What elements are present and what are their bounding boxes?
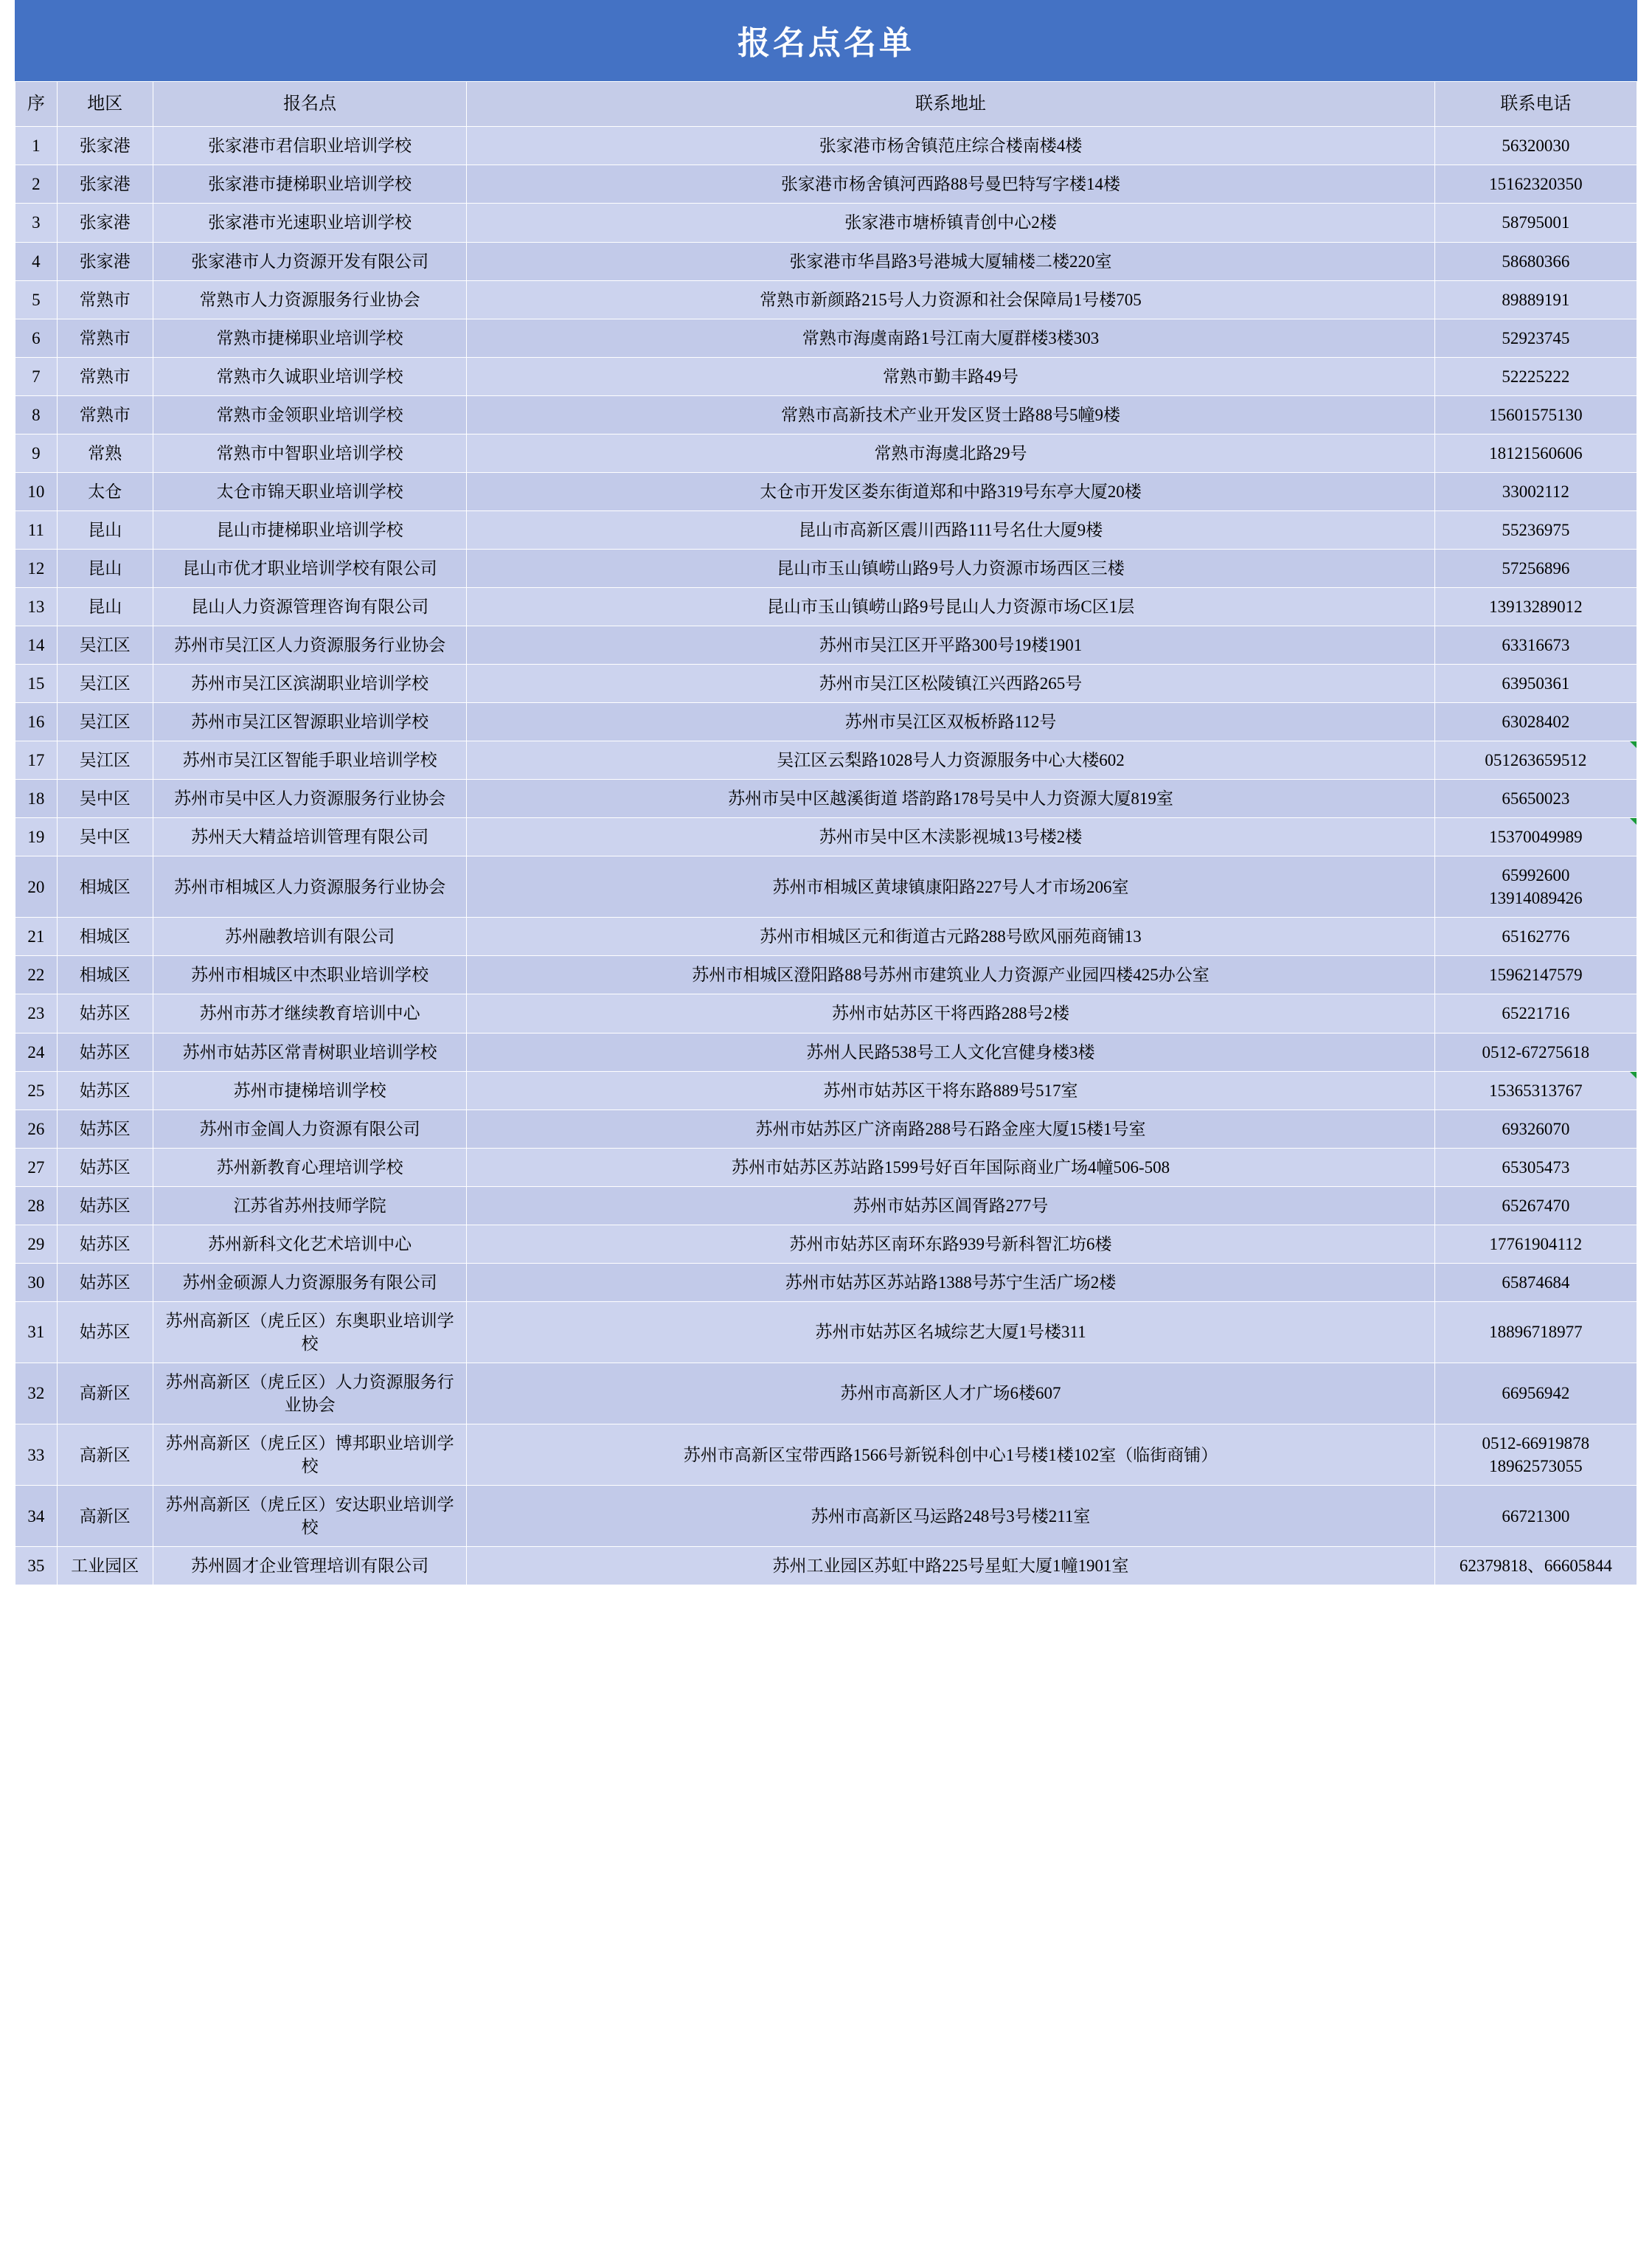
cell-site: 苏州融教培训有限公司	[153, 918, 467, 956]
table-row	[15, 510, 1637, 549]
table-row	[15, 856, 1637, 918]
cell-area: 姑苏区	[57, 1263, 153, 1301]
cell-seq: 32	[15, 1363, 58, 1424]
table-row	[15, 472, 1637, 510]
cell-address: 苏州市姑苏区阊胥路277号	[467, 1186, 1434, 1225]
cell-site: 常熟市中智职业培训学校	[153, 434, 467, 472]
cell-phone	[1434, 510, 1637, 549]
cell-seq: 12	[15, 549, 58, 587]
cell-area: 姑苏区	[57, 1301, 153, 1363]
phone-number: 13914089426	[1489, 889, 1583, 908]
cell-site: 苏州市吴江区滨湖职业培训学校	[153, 665, 467, 703]
phone-number: 58795001	[1502, 213, 1570, 232]
cell-phone	[1434, 918, 1637, 956]
cell-address: 苏州市吴中区越溪街道 塔韵路178号吴中人力资源大厦819室	[467, 780, 1434, 818]
table-row	[15, 1424, 1637, 1486]
cell-seq: 25	[15, 1071, 58, 1109]
column-header-seq: 序	[15, 82, 58, 127]
table-row	[15, 1148, 1637, 1186]
cell-area: 吴江区	[57, 741, 153, 780]
cell-area: 吴江区	[57, 665, 153, 703]
column-header-site: 报名点	[153, 82, 467, 127]
cell-address: 苏州市姑苏区干将西路288号2楼	[467, 994, 1434, 1033]
table-row	[15, 357, 1637, 395]
table-row	[15, 319, 1637, 357]
cell-address: 苏州人民路538号工人文化宫健身楼3楼	[467, 1033, 1434, 1071]
cell-area: 相城区	[57, 918, 153, 956]
cell-area: 张家港	[57, 242, 153, 280]
table-row	[15, 127, 1637, 165]
phone-number: 15365313767	[1489, 1081, 1583, 1100]
cell-site: 苏州新教育心理培训学校	[153, 1148, 467, 1186]
cell-seq: 23	[15, 994, 58, 1033]
phone-number: 69326070	[1502, 1119, 1570, 1138]
cell-phone	[1434, 856, 1637, 918]
cell-phone	[1434, 994, 1637, 1033]
cell-address: 苏州市姑苏区南环东路939号新科智汇坊6楼	[467, 1225, 1434, 1263]
phone-number: 18121560606	[1489, 443, 1583, 463]
table-row	[15, 780, 1637, 818]
cell-address: 苏州市吴江区松陵镇江兴西路265号	[467, 665, 1434, 703]
phone-number: 65992600	[1502, 866, 1570, 885]
cell-seq: 30	[15, 1263, 58, 1301]
cell-area: 昆山	[57, 549, 153, 587]
cell-phone	[1434, 472, 1637, 510]
phone-number: 65874684	[1502, 1273, 1570, 1292]
table-row	[15, 665, 1637, 703]
cell-seq: 16	[15, 703, 58, 741]
table-row	[15, 242, 1637, 280]
cell-phone	[1434, 1109, 1637, 1148]
cell-seq: 18	[15, 780, 58, 818]
cell-site: 苏州高新区（虎丘区）人力资源服务行业协会	[153, 1363, 467, 1424]
table-row	[15, 1547, 1637, 1585]
cell-seq: 3	[15, 204, 58, 242]
cell-address: 常熟市海虞南路1号江南大厦群楼3楼303	[467, 319, 1434, 357]
table-row	[15, 1263, 1637, 1301]
cell-phone	[1434, 587, 1637, 626]
cell-site: 苏州市相城区人力资源服务行业协会	[153, 856, 467, 918]
cell-seq: 22	[15, 956, 58, 994]
phone-number: 33002112	[1502, 482, 1569, 501]
cell-area: 常熟市	[57, 357, 153, 395]
cell-phone	[1434, 818, 1637, 856]
cell-phone	[1434, 165, 1637, 204]
cell-seq: 24	[15, 1033, 58, 1071]
cell-site: 苏州新科文化艺术培训中心	[153, 1225, 467, 1263]
cell-seq: 29	[15, 1225, 58, 1263]
cell-area: 常熟市	[57, 395, 153, 434]
cell-area: 张家港	[57, 204, 153, 242]
cell-area: 姑苏区	[57, 1186, 153, 1225]
cell-site: 苏州圆才企业管理培训有限公司	[153, 1547, 467, 1585]
phone-number: 65305473	[1502, 1157, 1570, 1177]
table-row	[15, 1033, 1637, 1071]
cell-phone	[1434, 1486, 1637, 1547]
cell-area: 高新区	[57, 1424, 153, 1486]
cell-phone	[1434, 1301, 1637, 1363]
phone-number: 66721300	[1502, 1506, 1570, 1526]
cell-area: 姑苏区	[57, 1109, 153, 1148]
table-row	[15, 703, 1637, 741]
phone-number: 63950361	[1502, 674, 1570, 693]
cell-area: 姑苏区	[57, 1225, 153, 1263]
cell-seq: 19	[15, 818, 58, 856]
phone-number: 63028402	[1502, 713, 1570, 732]
cell-seq: 21	[15, 918, 58, 956]
cell-site: 常熟市久诚职业培训学校	[153, 357, 467, 395]
cell-site: 苏州市金阊人力资源有限公司	[153, 1109, 467, 1148]
cell-site: 苏州高新区（虎丘区）东奥职业培训学校	[153, 1301, 467, 1363]
table-row	[15, 956, 1637, 994]
cell-phone	[1434, 1363, 1637, 1424]
table-row	[15, 587, 1637, 626]
cell-phone	[1434, 434, 1637, 472]
cell-address: 苏州市高新区马运路248号3号楼211室	[467, 1486, 1434, 1547]
cell-seq: 26	[15, 1109, 58, 1148]
registration-sites-table	[15, 81, 1637, 1585]
cell-address: 苏州工业园区苏虹中路225号星虹大厦1幢1901室	[467, 1547, 1434, 1585]
cell-seq: 7	[15, 357, 58, 395]
cell-phone	[1434, 1033, 1637, 1071]
cell-site: 张家港市捷梯职业培训学校	[153, 165, 467, 204]
cell-site: 张家港市君信职业培训学校	[153, 127, 467, 165]
cell-site: 太仓市锦天职业培训学校	[153, 472, 467, 510]
cell-area: 吴江区	[57, 703, 153, 741]
table-row	[15, 1363, 1637, 1424]
cell-phone	[1434, 204, 1637, 242]
cell-seq: 5	[15, 280, 58, 319]
cell-phone	[1434, 1225, 1637, 1263]
table-row	[15, 165, 1637, 204]
cell-site: 张家港市人力资源开发有限公司	[153, 242, 467, 280]
cell-phone	[1434, 626, 1637, 665]
phone-number: 52225222	[1502, 367, 1570, 386]
table-row	[15, 204, 1637, 242]
cell-address: 苏州市姑苏区名城综艺大厦1号楼311	[467, 1301, 1434, 1363]
cell-area: 相城区	[57, 956, 153, 994]
cell-phone	[1434, 1547, 1637, 1585]
cell-phone	[1434, 395, 1637, 434]
cell-address: 苏州市相城区元和街道古元路288号欧风丽苑商铺13	[467, 918, 1434, 956]
phone-number: 63316673	[1502, 636, 1570, 654]
cell-seq: 20	[15, 856, 58, 918]
cell-site: 常熟市捷梯职业培训学校	[153, 319, 467, 357]
cell-area: 姑苏区	[57, 994, 153, 1033]
phone-number: 65267470	[1502, 1196, 1570, 1215]
phone-number: 18896718977	[1489, 1323, 1583, 1342]
cell-area: 太仓	[57, 472, 153, 510]
cell-area: 姑苏区	[57, 1148, 153, 1186]
cell-address: 苏州市相城区澄阳路88号苏州市建筑业人力资源产业园四楼425办公室	[467, 956, 1434, 994]
phone-number: 66956942	[1502, 1384, 1570, 1403]
cell-phone	[1434, 780, 1637, 818]
cell-seq: 27	[15, 1148, 58, 1186]
table-row	[15, 1109, 1637, 1148]
cell-site: 苏州市相城区中杰职业培训学校	[153, 956, 467, 994]
cell-site: 张家港市光速职业培训学校	[153, 204, 467, 242]
phone-number: 15162320350	[1489, 175, 1583, 194]
cell-seq: 11	[15, 510, 58, 549]
cell-site: 苏州市捷梯培训学校	[153, 1071, 467, 1109]
table-row	[15, 1301, 1637, 1363]
cell-seq: 4	[15, 242, 58, 280]
cell-site: 苏州市苏才继续教育培训中心	[153, 994, 467, 1033]
table-row	[15, 626, 1637, 665]
cell-phone	[1434, 1071, 1637, 1109]
table-row	[15, 280, 1637, 319]
table-row	[15, 549, 1637, 587]
cell-site: 昆山人力资源管理咨询有限公司	[153, 587, 467, 626]
phone-number: 89889191	[1502, 290, 1570, 309]
phone-number: 18962573055	[1489, 1457, 1583, 1476]
cell-phone	[1434, 665, 1637, 703]
cell-area: 工业园区	[57, 1547, 153, 1585]
cell-address: 常熟市海虞北路29号	[467, 434, 1434, 472]
cell-area: 吴江区	[57, 626, 153, 665]
phone-number: 55236975	[1502, 520, 1570, 539]
phone-number: 52923745	[1502, 328, 1570, 347]
cell-phone	[1434, 127, 1637, 165]
cell-address: 苏州市姑苏区干将东路889号517室	[467, 1071, 1434, 1109]
cell-phone	[1434, 549, 1637, 587]
phone-number: 65162776	[1502, 927, 1570, 946]
table-body	[15, 127, 1637, 1585]
cell-address: 苏州市姑苏区苏站路1599号好百年国际商业广场4幢506-508	[467, 1148, 1434, 1186]
phone-number: 56320030	[1502, 136, 1570, 156]
cell-address: 张家港市华昌路3号港城大厦辅楼二楼220室	[467, 242, 1434, 280]
phone-number: 15601575130	[1489, 405, 1583, 424]
cell-site: 昆山市优才职业培训学校有限公司	[153, 549, 467, 587]
cell-site: 苏州市姑苏区常青树职业培训学校	[153, 1033, 467, 1071]
cell-phone	[1434, 741, 1637, 780]
cell-area: 张家港	[57, 127, 153, 165]
cell-seq: 1	[15, 127, 58, 165]
cell-address: 吴江区云梨路1028号人力资源服务中心大楼602	[467, 741, 1434, 780]
phone-number: 58680366	[1502, 252, 1570, 271]
cell-address: 苏州市姑苏区苏站路1388号苏宁生活广场2楼	[467, 1263, 1434, 1301]
cell-area: 常熟	[57, 434, 153, 472]
cell-phone	[1434, 242, 1637, 280]
column-header-address: 联系地址	[467, 82, 1434, 127]
table-header-row	[15, 82, 1637, 127]
phone-number: 051263659512	[1485, 751, 1587, 770]
phone-number: 65221716	[1502, 1004, 1570, 1023]
cell-site: 苏州高新区（虎丘区）博邦职业培训学校	[153, 1424, 467, 1486]
cell-area: 昆山	[57, 510, 153, 549]
phone-number: 13913289012	[1489, 597, 1583, 616]
cell-site: 苏州金硕源人力资源服务有限公司	[153, 1263, 467, 1301]
cell-seq: 35	[15, 1547, 58, 1585]
cell-phone	[1434, 703, 1637, 741]
table-header	[15, 82, 1637, 127]
cell-address: 张家港市杨舍镇河西路88号曼巴特写字楼14楼	[467, 165, 1434, 204]
cell-site: 苏州市吴江区人力资源服务行业协会	[153, 626, 467, 665]
cell-phone	[1434, 357, 1637, 395]
cell-phone	[1434, 1424, 1637, 1486]
cell-address: 太仓市开发区娄东街道郑和中路319号东亭大厦20楼	[467, 472, 1434, 510]
cell-seq: 14	[15, 626, 58, 665]
cell-area: 常熟市	[57, 319, 153, 357]
cell-site: 苏州天大精益培训管理有限公司	[153, 818, 467, 856]
cell-address: 苏州市吴江区开平路300号19楼1901	[467, 626, 1434, 665]
cell-area: 高新区	[57, 1486, 153, 1547]
cell-seq: 2	[15, 165, 58, 204]
table-row	[15, 994, 1637, 1033]
cell-phone	[1434, 1186, 1637, 1225]
cell-address: 苏州市姑苏区广济南路288号石路金座大厦15楼1号室	[467, 1109, 1434, 1148]
phone-number: 15370049989	[1489, 828, 1583, 847]
column-header-phone: 联系电话	[1434, 82, 1637, 127]
cell-address: 张家港市杨舍镇范庄综合楼南楼4楼	[467, 127, 1434, 165]
cell-seq: 8	[15, 395, 58, 434]
cell-area: 高新区	[57, 1363, 153, 1424]
phone-number: 0512-67275618	[1482, 1042, 1590, 1062]
table-row	[15, 434, 1637, 472]
cell-seq: 13	[15, 587, 58, 626]
cell-area: 张家港	[57, 165, 153, 204]
cell-seq: 9	[15, 434, 58, 472]
table-row	[15, 1225, 1637, 1263]
table-row	[15, 818, 1637, 856]
table-row	[15, 1486, 1637, 1547]
column-header-area: 地区	[57, 82, 153, 127]
cell-address: 昆山市玉山镇崂山路9号昆山人力资源市场C区1层	[467, 587, 1434, 626]
cell-phone	[1434, 1263, 1637, 1301]
table-row	[15, 1071, 1637, 1109]
cell-address: 常熟市勤丰路49号	[467, 357, 1434, 395]
phone-number: 17761904112	[1489, 1234, 1583, 1253]
cell-phone	[1434, 280, 1637, 319]
phone-number: 57256896	[1502, 558, 1570, 578]
cell-address: 常熟市高新技术产业开发区贤士路88号5幢9楼	[467, 395, 1434, 434]
cell-site: 苏州高新区（虎丘区）安达职业培训学校	[153, 1486, 467, 1547]
cell-address: 昆山市高新区震川西路111号名仕大厦9楼	[467, 510, 1434, 549]
table-row	[15, 395, 1637, 434]
cell-seq: 34	[15, 1486, 58, 1547]
cell-site: 江苏省苏州技师学院	[153, 1186, 467, 1225]
cell-site: 常熟市金领职业培训学校	[153, 395, 467, 434]
cell-address: 苏州市吴江区双板桥路112号	[467, 703, 1434, 741]
cell-address: 昆山市玉山镇崂山路9号人力资源市场西区三楼	[467, 549, 1434, 587]
table-row	[15, 918, 1637, 956]
cell-seq: 33	[15, 1424, 58, 1486]
cell-address: 常熟市新颜路215号人力资源和社会保障局1号楼705	[467, 280, 1434, 319]
table-row	[15, 1186, 1637, 1225]
cell-area: 昆山	[57, 587, 153, 626]
cell-address: 苏州市相城区黄埭镇康阳路227号人才市场206室	[467, 856, 1434, 918]
cell-site: 昆山市捷梯职业培训学校	[153, 510, 467, 549]
page-title: 报名点名单	[15, 0, 1637, 81]
cell-site: 常熟市人力资源服务行业协会	[153, 280, 467, 319]
cell-address: 张家港市塘桥镇青创中心2楼	[467, 204, 1434, 242]
cell-phone	[1434, 319, 1637, 357]
cell-site: 苏州市吴中区人力资源服务行业协会	[153, 780, 467, 818]
cell-address: 苏州市吴中区木渎影视城13号楼2楼	[467, 818, 1434, 856]
phone-number: 62379818、66605844	[1459, 1557, 1612, 1576]
cell-address: 苏州市高新区人才广场6楼607	[467, 1363, 1434, 1424]
phone-number: 0512-66919878	[1482, 1434, 1590, 1453]
cell-address: 苏州市高新区宝带西路1566号新锐科创中心1号楼1楼102室（临街商铺）	[467, 1424, 1434, 1486]
cell-phone	[1434, 1148, 1637, 1186]
cell-area: 吴中区	[57, 818, 153, 856]
cell-seq: 28	[15, 1186, 58, 1225]
cell-area: 吴中区	[57, 780, 153, 818]
phone-number: 65650023	[1502, 789, 1570, 809]
cell-area: 相城区	[57, 856, 153, 918]
table-row	[15, 741, 1637, 780]
cell-seq: 15	[15, 665, 58, 703]
cell-seq: 6	[15, 319, 58, 357]
cell-area: 常熟市	[57, 280, 153, 319]
phone-number: 15962147579	[1489, 966, 1583, 985]
cell-seq: 17	[15, 741, 58, 780]
cell-site: 苏州市吴江区智源职业培训学校	[153, 703, 467, 741]
cell-area: 姑苏区	[57, 1033, 153, 1071]
cell-seq: 10	[15, 472, 58, 510]
cell-seq: 31	[15, 1301, 58, 1363]
cell-phone	[1434, 956, 1637, 994]
cell-area: 姑苏区	[57, 1071, 153, 1109]
cell-site: 苏州市吴江区智能手职业培训学校	[153, 741, 467, 780]
